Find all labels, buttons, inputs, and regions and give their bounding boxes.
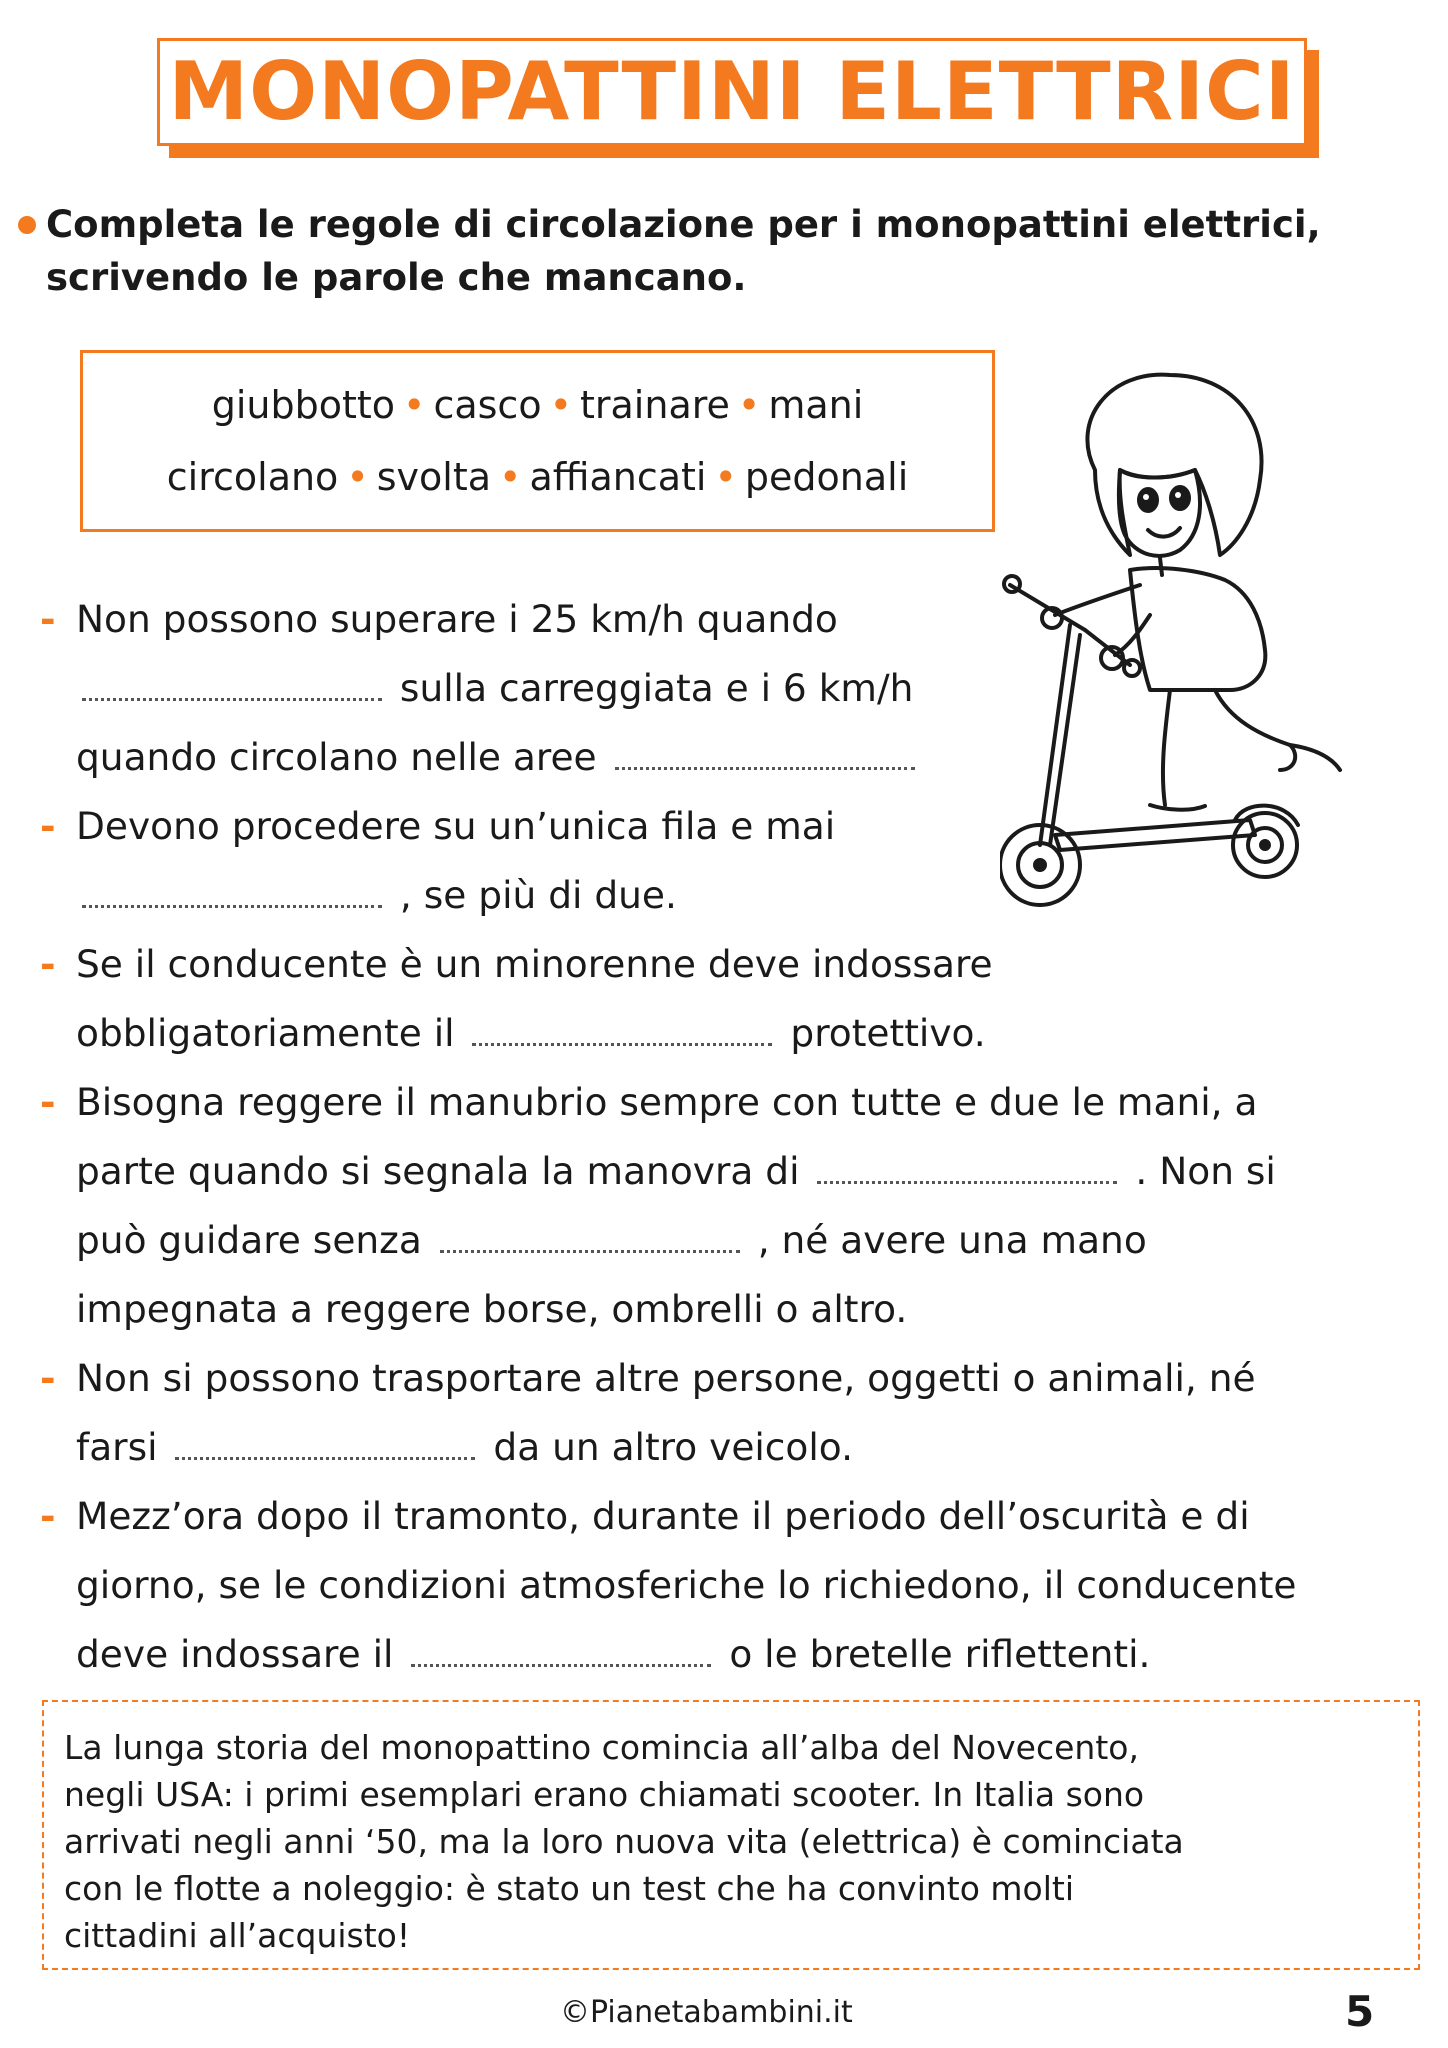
rule-text: obbligatoriamente il [76,1011,455,1055]
instruction-line-2: scrivendo le parole che mancano. [46,256,747,299]
fill-in-blank[interactable] [82,678,382,701]
word-separator: • [499,455,522,499]
dash-marker: - [40,1494,56,1538]
fact-line-5: cittadini all’acquisto! [64,1916,411,1955]
title-banner [157,38,1307,150]
word-casco: casco [433,383,542,427]
dash-marker: - [40,942,56,986]
fact-line-1: La lunga storia del monopattino comincia all’alba del Novecento, [64,1728,1139,1767]
instruction [18,198,1398,304]
rule-text: impegnata a reggere borse, ombrelli o altro. [76,1287,908,1331]
word-circolano: circolano [166,455,339,499]
rule-text: parte quando si segnala la manovra di [76,1149,800,1193]
footer-credit: ©Pianetabambini.it [560,1995,853,2030]
rule-text: Se il conducente è un minorenne deve indossare [76,942,993,986]
rule-5-line-2 [40,1413,1440,1482]
fact-line-4: con le flotte a noleggio: è stato un test che ha convinto molti [64,1869,1075,1908]
word-giubbotto: giubbotto [211,383,396,427]
rule-3-line-1 [40,930,1440,999]
word-separator: • [737,383,761,427]
rule-text: . Non si [1135,1149,1276,1193]
dash-marker: - [40,597,56,641]
rule-text: da un altro veicolo. [493,1425,853,1469]
rules-list [40,585,1440,1689]
rule-4-line-4 [40,1275,1440,1344]
bullet-dot-icon [18,216,36,234]
fill-in-blank[interactable] [175,1437,475,1460]
rule-6-line-3 [40,1620,1440,1689]
fill-in-blank[interactable] [472,1023,772,1046]
rule-1-line-2 [40,654,1440,723]
word-separator: • [549,383,572,427]
rule-6-line-2 [40,1551,1440,1620]
fill-in-blank[interactable] [440,1230,740,1253]
rule-text: deve indossare il [76,1632,394,1676]
rule-text: Bisogna reggere il manubrio sempre con tutte e due le mani, a [76,1080,1258,1124]
rule-1-line-3 [40,723,1440,792]
rule-text: farsi [76,1425,158,1469]
fact-line-2: negli USA: i primi esemplari erano chiamati scooter. In Italia sono [64,1775,1145,1814]
fill-in-blank[interactable] [82,885,382,908]
page-title: MONOPATTINI ELETTRICI [168,45,1296,138]
rule-text: , né avere una mano [757,1218,1147,1262]
rule-3-line-2 [40,999,1440,1068]
dash-marker: - [40,1080,56,1124]
word-bank [80,350,995,532]
word-affiancati: affiancati [529,455,707,499]
rule-text: , se più di due. [399,873,677,917]
rule-4-line-2 [40,1137,1440,1206]
page-number: 5 [1345,1987,1375,2036]
word-svolta: svolta [376,455,492,499]
rule-text: Mezz’ora dopo il tramonto, durante il periodo dell’oscurità e di [76,1494,1250,1538]
word-bank-row-1 [212,369,864,441]
rule-4-line-3 [40,1206,1440,1275]
dash-marker: - [40,804,56,848]
word-pedonali: pedonali [744,455,909,499]
instruction-line-1: Completa le regole di circolazione per i monopattini elettrici, [46,203,1321,246]
word-bank-row-2 [167,441,909,513]
fact-box [42,1700,1420,1970]
rule-text: Non possono superare i 25 km/h quando [76,597,838,641]
fill-in-blank[interactable] [817,1161,1117,1184]
dash-marker: - [40,1356,56,1400]
fill-in-blank[interactable] [411,1644,711,1667]
word-separator: • [714,455,737,499]
rule-text: o le bretelle riflettenti. [729,1632,1151,1676]
title-box [157,38,1307,146]
rule-text: Non si possono trasportare altre persone, oggetti o animali, né [76,1356,1256,1400]
rule-text: sulla carreggiata e i 6 km/h [399,666,914,710]
rule-2-line-1 [40,792,1440,861]
word-separator: • [403,383,426,427]
word-separator: • [346,455,369,499]
fill-in-blank[interactable] [615,747,915,770]
rule-4-line-1 [40,1068,1440,1137]
word-mani: mani [768,383,864,427]
rule-1-line-1 [40,585,1440,654]
word-trainare: trainare [580,383,730,427]
rule-text: quando circolano nelle aree [76,735,597,779]
rule-text: può guidare senza [76,1218,422,1262]
rule-5-line-1 [40,1344,1440,1413]
rule-text: Devono procedere su un’unica fila e mai [76,804,836,848]
rule-text: protettivo. [790,1011,986,1055]
rule-text: giorno, se le condizioni atmosferiche lo richiedono, il conducente [76,1563,1297,1607]
rule-6-line-1 [40,1482,1440,1551]
fact-line-3: arrivati negli anni ‘50, ma la loro nuova vita (elettrica) è cominciata [64,1822,1184,1861]
rule-2-line-2 [40,861,1440,930]
